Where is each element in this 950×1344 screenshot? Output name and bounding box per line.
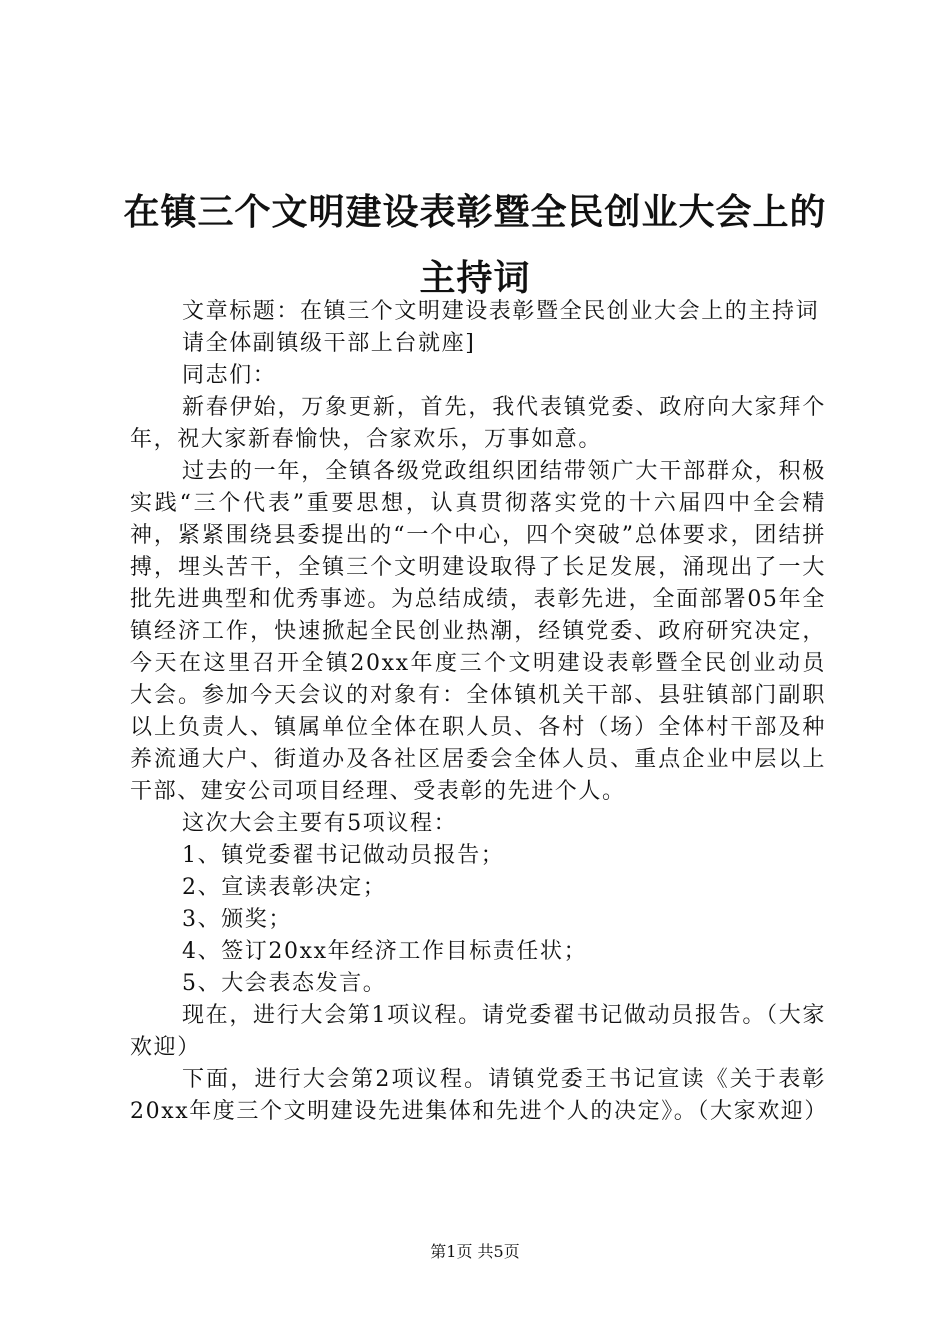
- paragraph-item-1-start: 现在，进行大会第1项议程。请党委翟书记做动员报告。（大家欢迎）: [130, 1003, 826, 1060]
- agenda-item-5: 5、大会表态发言。: [182, 971, 387, 996]
- agenda-item-4: 4、签订20xx年经济工作目标责任状；: [182, 939, 588, 964]
- page-footer: 第1页 共5页: [430, 1242, 520, 1261]
- paragraph-new-year: 新春伊始，万象更新，首先，我代表镇党委、政府向大家拜个年，祝大家新春愉快，合家欢乐，万事如意。: [130, 395, 826, 452]
- paragraph-item-2-start: 下面，进行大会第2项议程。请镇党委王书记宣读《关于表彰20xx年度三个文明建设先进集体和先进个人的决定》。（大家欢迎）: [130, 1067, 829, 1124]
- agenda-item-1: 1、镇党委翟书记做动员报告；: [182, 843, 505, 868]
- agenda-item-2: 2、宣读表彰决定；: [182, 875, 387, 900]
- paragraph-article-title: 文章标题：在镇三个文明建设表彰暨全民创业大会上的主持词: [182, 299, 820, 324]
- paragraph-greeting: 同志们：: [182, 363, 277, 388]
- paragraph-agenda-intro: 这次大会主要有5项议程：: [182, 811, 458, 836]
- agenda-item-3: 3、颁奖；: [182, 907, 292, 932]
- document-title: 在镇三个文明建设表彰暨全民创业大会上的主持词: [123, 192, 827, 299]
- paragraph-seating: 请全体副镇级干部上台就座]: [182, 331, 476, 356]
- document-body: [130, 296, 829, 1128]
- paragraph-review: 过去的一年，全镇各级党政组织团结带领广大干部群众，积极实践“三个代表”重要思想，认真贯彻落实党的十六届四中全会精神，紧紧围绕县委提出的“一个中心，四个突破”总体要求，团结拼搏，埋头苦干，全镇三个文明建设取得了长足发展，涌现出了一大批先进典型和优秀事迹。为总结成绩，表彰先进，全面部署05年全镇经济工作，快速掀起全民创业热潮，经镇党委、政府研究决定，今天在这里召开全镇20xx年度三个文明建设表彰暨全民创业动员大会。参加今天会议的对象有：全体镇机关干部、县驻镇部门副职以上负责人、镇属单位全体在职人员、各村（场）全体村干部及种养流通大户、街道办及各社区居委会全体人员、重点企业中层以上干部、建安公司项目经理、受表彰的先进个人。: [130, 459, 826, 804]
